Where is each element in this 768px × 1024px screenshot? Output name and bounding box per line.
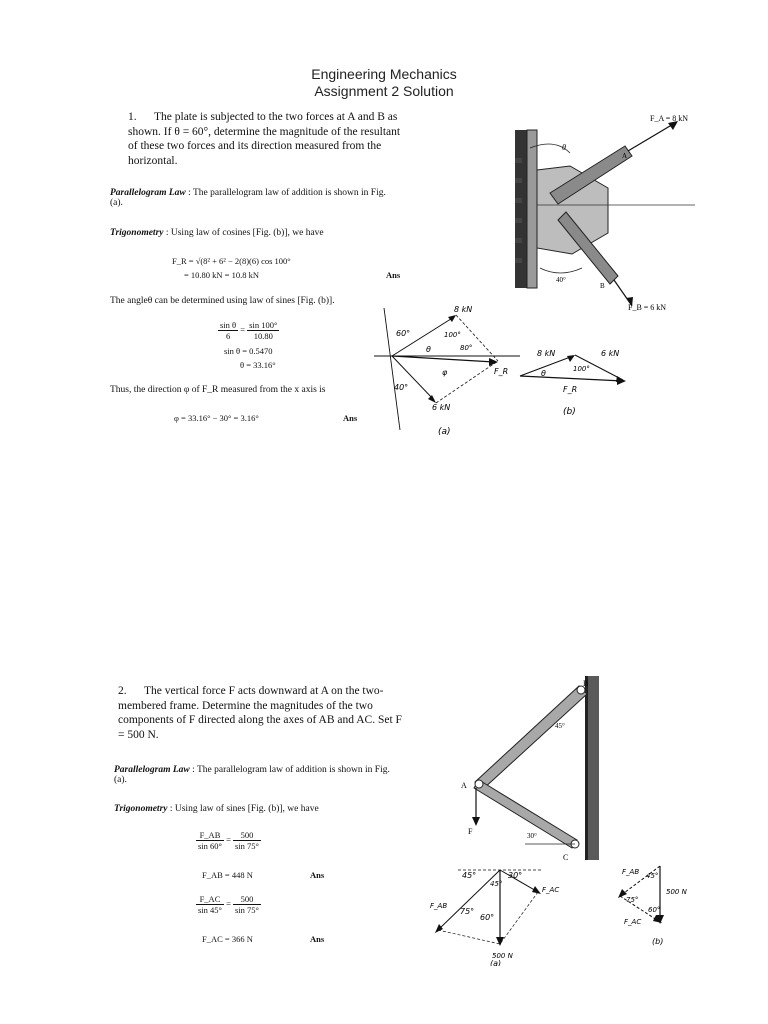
problem1-eq-theta: θ = 33.16° <box>240 360 276 370</box>
fig-a-theta: θ <box>426 345 431 354</box>
vertical-reference <box>384 308 400 430</box>
problem1-parallelogram-text: : The parallelogram law of addition is shown in Fig. (a). <box>110 188 386 208</box>
problem1-ans1: Ans <box>386 270 401 280</box>
problem2-number: 2. <box>118 685 127 697</box>
fig-a-45a: 45° <box>462 871 477 880</box>
fig-b-6kn: 6 kN <box>601 349 620 358</box>
problem2-trig-text: : Using law of sines [Fig. (b)], we have <box>169 804 319 814</box>
problem1-trig-text: : Using law of cosines [Fig. (b)], we have <box>165 228 324 238</box>
problem2-frame-figure <box>455 672 615 864</box>
fig-b-fr: F_R <box>563 385 578 394</box>
fig-a-fac: F_AC <box>542 886 560 894</box>
point-a-label: A <box>622 152 628 160</box>
problem1-trigonometry <box>110 228 400 238</box>
fac-den-left: sin 45° <box>198 905 222 915</box>
problem1-trig-head: Trigonometry <box>110 228 164 238</box>
fig-a-phi: φ <box>442 368 448 377</box>
problem1-eq-phi: φ = 33.16° − 30° = 3.16° <box>174 413 259 423</box>
problem2-parallelogram-head: Parallelogram Law <box>114 765 190 775</box>
wall-plate <box>527 130 537 288</box>
problem2-parallelogram-text: : The parallelogram law of addition is shown in Fig. (a). <box>114 765 390 785</box>
fig-a-500: 500 N <box>492 952 513 960</box>
fb-label: F_B = 6 kN <box>628 303 667 312</box>
fig-b-45: 45° <box>646 872 659 880</box>
fig-b-fab: F_AB <box>622 868 640 876</box>
fig-a-60: 60° <box>480 913 495 922</box>
member-ab <box>475 686 587 790</box>
vector-6kn <box>392 356 434 400</box>
theta-label: θ <box>562 143 566 152</box>
point-b-label: B <box>600 282 605 290</box>
problem2-text: The vertical force F acts downward at A on the two-membered frame. Determine the magnitudes of the two components of F directed along the axes of AB and AC. Set F = 500 N. <box>118 685 402 741</box>
wall <box>515 130 527 288</box>
problem2-eq-fab: F_AB = 448 N <box>202 870 253 880</box>
fab-den-right: sin 75° <box>235 841 259 851</box>
fig-b-theta: θ <box>541 369 546 378</box>
vector-fr <box>392 356 494 362</box>
fig-b-500: 500 N <box>666 888 687 896</box>
problem1-plate-figure <box>500 108 700 313</box>
fig-b-75: 75° <box>626 896 639 904</box>
problem1-fig-a <box>372 300 522 440</box>
fac-num-right: 500 <box>233 894 261 905</box>
fig-a-fr: F_R <box>494 367 509 376</box>
fig-a-60: 60° <box>396 329 411 338</box>
fab-num-right: 500 <box>233 830 261 841</box>
angle40-label: 40° <box>556 276 566 284</box>
problem2-trig-head: Trigonometry <box>114 804 168 814</box>
fig-b-caption: (b) <box>563 407 576 417</box>
problem1-sine-law: $\frac{\text{sin θ}}{6}$ = $\frac{\sin 100^\circ}{10.80}$ <box>220 320 278 341</box>
problem2-statement <box>118 684 408 742</box>
problem1-eq-fr: F_R = √(8² + 6² − 2(8)(6) cos 100° <box>172 256 291 266</box>
problem1-eq-fr-result: = 10.80 kN = 10.8 kN <box>184 270 259 280</box>
problem1-ans2: Ans <box>343 413 358 423</box>
fac-den-right: sin 75° <box>235 905 259 915</box>
problem1-statement <box>128 110 408 168</box>
problem2-eq-fac-ratio: $\frac{F\_AC}{\sin 45^\circ}$ = $\frac{500}{\sin 75^\circ}$ <box>198 894 259 915</box>
force-a-arrow <box>628 123 675 151</box>
fac-num-left: F_AC <box>196 894 224 905</box>
problem1-direction-text: Thus, the direction φ of F_R measured from the x axis is <box>110 385 326 395</box>
fig-a-100: 100° <box>444 331 461 339</box>
fig-b-60: 60° <box>648 906 661 914</box>
problem1-number: 1. <box>128 111 137 123</box>
side-8kn <box>520 356 573 376</box>
fa-label: F_A = 8 kN <box>650 114 689 123</box>
problem2-fig-b <box>600 858 700 950</box>
point-b-label: B <box>583 679 589 688</box>
problem2-ans1: Ans <box>310 870 325 880</box>
angle30-label: 30° <box>527 832 537 840</box>
fig-b-caption: (b) <box>652 937 664 946</box>
problem2-ans2: Ans <box>310 934 325 944</box>
fig-b-fac: F_AC <box>624 918 642 926</box>
fab-num-left: F_AB <box>196 830 224 841</box>
sine-num-right: sin 100° <box>249 320 278 330</box>
fig-a-caption: (a) <box>490 959 502 966</box>
fig-a-40: 40° <box>394 383 409 392</box>
fig-a-75: 75° <box>460 907 475 916</box>
member-ac <box>474 780 577 848</box>
fig-b-100: 100° <box>573 365 590 373</box>
sine-den-right: 10.80 <box>253 331 273 341</box>
problem1-parallelogram-law <box>110 188 400 208</box>
problem2-trigonometry <box>114 804 404 814</box>
fig-a-30: 30° <box>508 871 523 880</box>
problem2-parallelogram-law <box>114 765 404 785</box>
fig-b-8kn: 8 kN <box>537 349 556 358</box>
document-subtitle: Assignment 2 Solution <box>314 83 454 99</box>
problem2-eq-fab-ratio: $\frac{F\_AB}{\sin 60^\circ}$ = $\frac{500}{\sin 75^\circ}$ <box>198 830 259 851</box>
fig-a-80: 80° <box>460 344 473 352</box>
document-title: Engineering Mechanics <box>311 66 457 82</box>
angle45-label: 45° <box>555 722 565 730</box>
point-c-label: C <box>563 853 569 862</box>
fig-a-8kn: 8 kN <box>454 305 473 314</box>
sine-num-left: sin θ <box>220 320 237 330</box>
problem1-fig-b <box>515 338 635 420</box>
fig-a-45b: 45° <box>490 880 503 888</box>
point-a-label: A <box>461 781 467 790</box>
fig-a-fab: F_AB <box>430 902 448 910</box>
problem2-fig-a <box>428 862 578 966</box>
fig-a-caption: (a) <box>438 427 451 437</box>
problem1-parallelogram-head: Parallelogram Law <box>110 188 186 198</box>
problem1-text: The plate is subjected to the two forces at A and B as shown. If θ = 60°, determine the magnitude of the resultant of these two forces and its direction measured from the horizontal. <box>128 111 401 167</box>
side-fr <box>520 376 623 381</box>
sine-den-left: 6 <box>225 331 231 341</box>
force-f-label: F <box>468 827 473 836</box>
pin-a <box>475 780 483 788</box>
problem1-angle-text: The angleθ can be determined using law of sines [Fig. (b)]. <box>110 296 335 306</box>
problem1-eq-sin: sin θ = 0.5470 <box>224 346 273 356</box>
fab-den-left: sin 60° <box>198 841 222 851</box>
wall <box>587 676 599 860</box>
problem2-eq-fac: F_AC = 366 N <box>202 934 253 944</box>
fig-a-6kn: 6 kN <box>432 403 451 412</box>
